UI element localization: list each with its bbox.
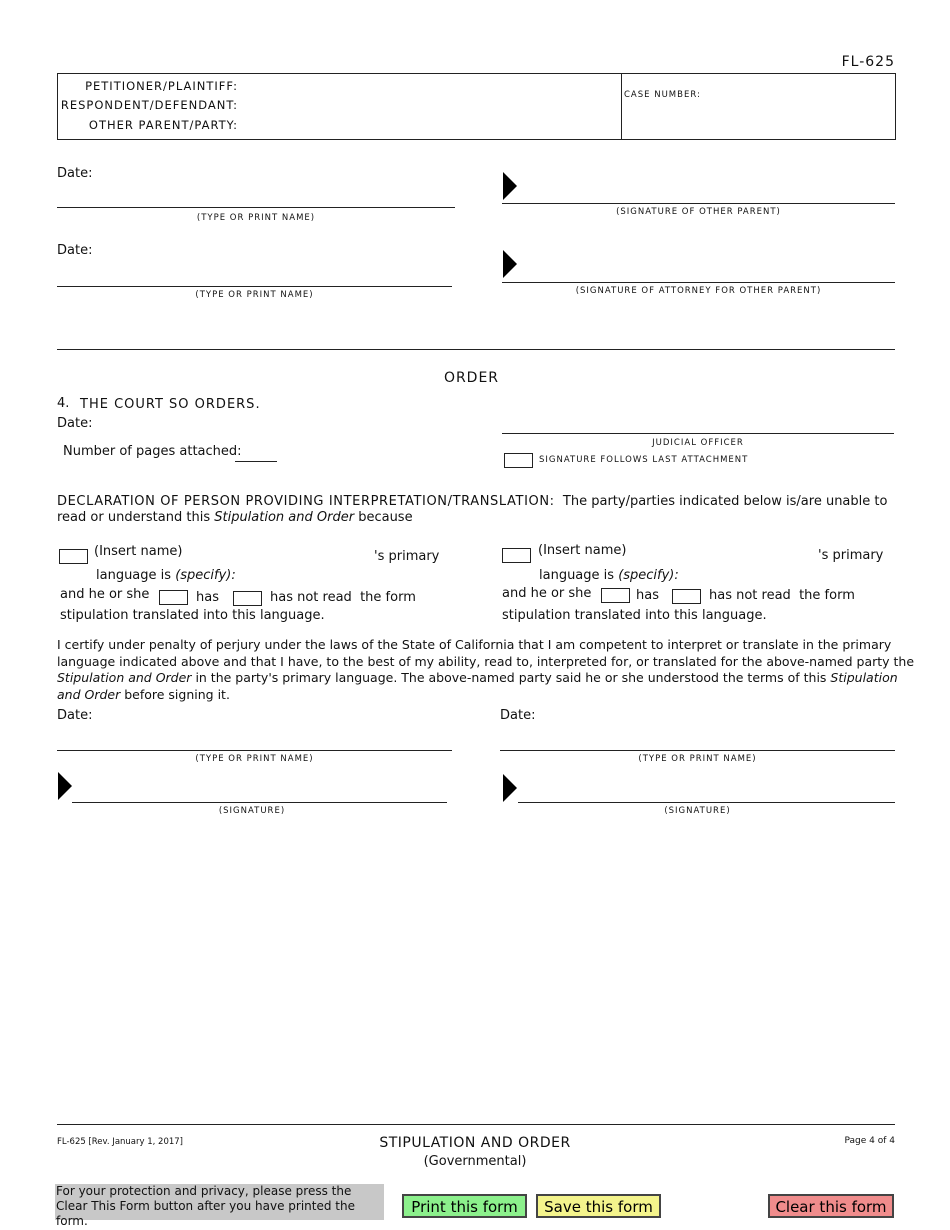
interpreter-date-left: Date: (57, 708, 93, 723)
order-date-label: Date: (57, 416, 93, 431)
type-print-name-caption: (TYPE OR PRINT NAME) (195, 290, 314, 300)
judicial-officer-line[interactable] (502, 433, 894, 434)
pages-attached-label: Number of pages attached: (63, 444, 242, 459)
interpreter-name-line-right[interactable] (500, 750, 895, 751)
signature-arrow-icon (503, 774, 517, 802)
type-print-name-caption: (TYPE OR PRINT NAME) (196, 213, 316, 223)
has-checkbox-right[interactable] (601, 588, 630, 603)
declaration-heading-text: DECLARATION OF PERSON PROVIDING INTERPRETATION/TRANSLATION: (57, 494, 555, 509)
clear-button[interactable]: Clear this form (768, 1194, 894, 1218)
signature-line[interactable] (502, 282, 895, 283)
signature-line[interactable] (502, 203, 895, 204)
language-is-left: language is (specify): (96, 568, 236, 583)
declaration-intro: The party/parties indicated below is/are unable to (562, 494, 888, 509)
interpreter-name-line-left[interactable] (57, 750, 452, 751)
primary-left: 's primary (374, 549, 440, 564)
certification-paragraph: I certify under penalty of perjury under the laws of the State of California that I am competent to interpret or translate in the primary language indicated above and that I have, to the best of my ability, read to, interpreted for, or translated for the above-named party the Stipulation and Order in the party's primary language. The above-named party said he or she understood the terms of this Stipulation and Order before signing it. (57, 637, 915, 702)
name-line[interactable] (57, 207, 455, 208)
date-label: Date: (57, 243, 93, 258)
signature-arrow-icon (503, 250, 517, 278)
and-he-or-she-left: and he or she (60, 587, 150, 602)
primary-right: 's primary (818, 548, 884, 563)
signature-attorney-caption: (SIGNATURE OF ATTORNEY FOR OTHER PARENT) (575, 286, 822, 296)
and-he-or-she-right: and he or she (502, 586, 592, 601)
signature-follows-checkbox[interactable] (504, 453, 533, 468)
privacy-notice: For your protection and privacy, please press the Clear This Form button after you have printed the form. (55, 1184, 384, 1220)
has-not-read-checkbox-right[interactable] (672, 589, 701, 604)
other-parent-label: OTHER PARENT/PARTY: (88, 118, 238, 132)
interpreter-signature-caption-left: (SIGNATURE) (218, 806, 286, 816)
name-line[interactable] (57, 286, 452, 287)
party-checkbox-left[interactable] (59, 549, 88, 564)
judicial-officer-caption: JUDICIAL OFFICER (652, 438, 744, 448)
has-checkbox-left[interactable] (159, 590, 188, 605)
interpreter-signature-line-right[interactable] (518, 802, 895, 803)
form-id: FL-625 (841, 54, 895, 70)
declaration-heading (57, 494, 887, 509)
declaration-intro-line2: read or understand this Stipulation and Order because (57, 510, 413, 525)
section-divider (57, 349, 895, 350)
save-button[interactable]: Save this form (536, 1194, 661, 1218)
has-label-left: has (196, 590, 219, 605)
footer-title: STIPULATION AND ORDER (379, 1135, 571, 1151)
language-is-right: language is (specify): (539, 568, 679, 583)
insert-name-left: (Insert name) (94, 544, 183, 559)
has-not-read-left: has not read the form (270, 590, 416, 605)
has-label-right: has (636, 588, 659, 603)
footer-divider (57, 1124, 895, 1125)
footer-revision: FL-625 [Rev. January 1, 2017] (57, 1137, 183, 1147)
interpreter-signature-line-left[interactable] (72, 802, 447, 803)
party-checkbox-right[interactable] (502, 548, 531, 563)
date-label: Date: (57, 166, 93, 181)
respondent-label: RESPONDENT/DEFENDANT: (60, 98, 238, 112)
pages-attached-field[interactable] (235, 461, 277, 462)
has-not-read-right: has not read the form (709, 588, 855, 603)
insert-name-right: (Insert name) (538, 543, 627, 558)
footer-page-number: Page 4 of 4 (844, 1136, 895, 1146)
caption-box (57, 73, 896, 140)
interpreter-date-right: Date: (500, 708, 536, 723)
case-number-label: CASE NUMBER: (624, 90, 701, 100)
has-not-read-checkbox-left[interactable] (233, 591, 262, 606)
stipulation-translated-left: stipulation translated into this language. (60, 608, 325, 623)
order-title: ORDER (443, 370, 500, 386)
stipulation-translated-right: stipulation translated into this language. (502, 608, 767, 623)
court-orders-text: THE COURT SO ORDERS. (80, 397, 261, 412)
petitioner-label: PETITIONER/PLAINTIFF: (85, 79, 238, 93)
interpreter-name-caption-left: (TYPE OR PRINT NAME) (195, 754, 314, 764)
signature-arrow-icon (503, 172, 517, 200)
print-button[interactable]: Print this form (402, 1194, 527, 1218)
signature-other-parent-caption: (SIGNATURE OF OTHER PARENT) (616, 207, 781, 217)
signature-arrow-icon (58, 772, 72, 800)
footer-subtitle: (Governmental) (423, 1154, 527, 1169)
signature-follows-label: SIGNATURE FOLLOWS LAST ATTACHMENT (539, 455, 749, 465)
interpreter-name-caption-right: (TYPE OR PRINT NAME) (638, 754, 757, 764)
item-number: 4. (57, 396, 70, 411)
interpreter-signature-caption-right: (SIGNATURE) (664, 806, 731, 816)
